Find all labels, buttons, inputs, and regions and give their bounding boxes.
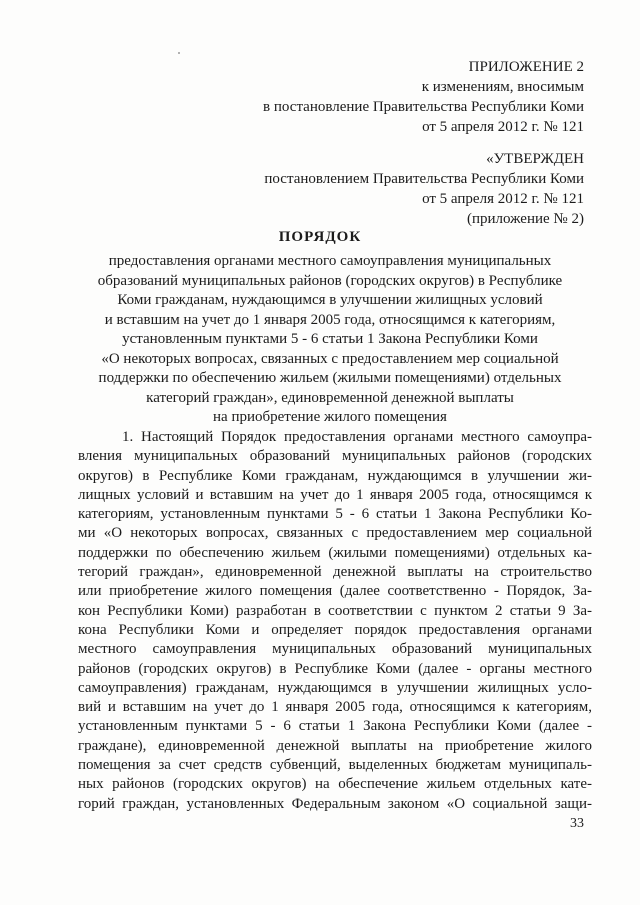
subtitle-line: предоставления органами местного самоуправления муниципальных: [108, 253, 552, 269]
scan-speck: [178, 52, 180, 54]
appendix-header: [263, 57, 584, 137]
approval-line: от 5 апреля 2012 г. № 121: [422, 191, 584, 207]
subtitle-line: поддержки по обеспечению жильем (жилыми помещениями) отдельных: [98, 370, 562, 386]
subtitle-line: установленным пунктами 5 - 6 статьи 1 Закона Республики Коми: [122, 331, 538, 347]
approval-title: «УТВЕРЖДЕН: [486, 151, 584, 167]
body-line: лищных условий и вставшим на учет до 1 января 2005 года, относящимся к: [78, 486, 592, 503]
subtitle-line: и вставшим на учет до 1 января 2005 года, относящимся к категориям,: [104, 311, 556, 328]
document-subtitle: [70, 252, 590, 428]
body-line: поддержки по обеспечению жильем (жилыми помещениями) отдельных ка-: [78, 544, 592, 561]
approval-line: (приложение № 2): [466, 211, 584, 227]
body-line: местного самоуправления муниципальных образований муниципальных: [78, 641, 592, 658]
body-line: округов) в Республике Коми гражданам, нуждающимся в улучшении жи-: [78, 467, 592, 484]
appendix-line: от 5 апреля 2012 г. № 121: [422, 119, 584, 135]
body-line: категориям, установленным пунктами 5 - 6 статьи 1 Закона Республики Ко-: [78, 506, 592, 523]
body-line: горий граждан, установленных Федеральным законом «О социальной защи-: [78, 795, 592, 812]
body-line: помещения за счет средств субвенций, выделенных бюджетам муниципаль-: [78, 757, 592, 774]
body-line: установленным пунктами 5 - 6 статьи 1 Закона Республики Коми (далее -: [78, 718, 592, 735]
approval-header: [264, 149, 584, 229]
appendix-title: ПРИЛОЖЕНИЕ 2: [468, 59, 584, 75]
subtitle-line: на приобретение жилого помещения: [213, 409, 447, 425]
appendix-line: к изменениям, вносимым: [421, 79, 584, 95]
subtitle-line: «О некоторых вопросах, связанных с предоставлением мер социальной: [101, 350, 559, 367]
body-line: ми «О некоторых вопросах, связанных с предоставлением мер социальной: [78, 525, 592, 542]
body-line: вления муниципальных образований муниципальных районов (городских: [78, 448, 592, 465]
subtitle-line: категорий граждан», единовременной денежной выплаты: [146, 389, 514, 406]
body-line: вий и вставшим на учет до 1 января 2005 года, относящимся к категориям,: [78, 699, 592, 716]
subtitle-line: образований муниципальных районов (городских округов) в Республике: [97, 272, 563, 289]
document-title: ПОРЯДОК: [278, 229, 362, 245]
body-paragraph: [78, 428, 592, 814]
approval-line: постановлением Правительства Республики Коми: [264, 171, 584, 187]
body-line: или приобретение жилого помещения (далее соответственно - Порядок, За-: [78, 583, 592, 600]
body-line: ных районов (городских округов) на обеспечение жильем отдельных кате-: [78, 776, 592, 793]
body-line: самоуправления) гражданам, нуждающимся в улучшении жилищных усло-: [78, 679, 592, 696]
subtitle-line: Коми гражданам, нуждающимся в улучшении жилищных условий: [117, 292, 543, 308]
page-number: 33: [570, 816, 584, 831]
body-line: кон Республики Коми) разработан в соответствии с пунктом 2 статьи 9 За-: [78, 602, 592, 619]
body-line: кона Республики Коми и определяет порядок предоставления органами: [78, 621, 592, 638]
body-line: тегорий граждан», единовременной денежной выплаты на строительство: [78, 564, 592, 581]
body-line: 1. Настоящий Порядок предоставления органами местного самоупра-: [122, 429, 592, 445]
appendix-line: в постановление Правительства Республики Коми: [263, 99, 584, 115]
body-line: граждане), единовременной денежной выплаты на приобретение жилого: [78, 737, 592, 754]
body-line: районов (городских округов) в Республике Коми (далее - органы местного: [78, 660, 592, 677]
